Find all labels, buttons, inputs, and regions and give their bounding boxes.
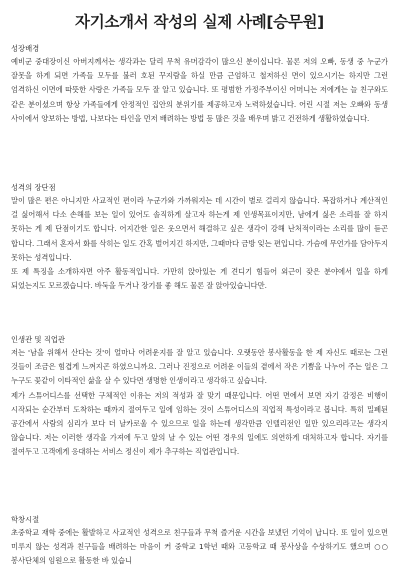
section-paragraph: 말이 많은 편은 아니지만 사교적인 편이라 누군가와 가까워지는 데 시간이 별로 걸리지 않습니다. 복잡하거나 계산적인 걸 싫어해서 다소 손해를 보는 일이 있어도 솔직하게 살고자 하는게 제 인생목표이지만, 남에게 싫은 소리를 잘 하지 못하는 게 제 단점이기도 합니다. 어지간한 일은 웃으면서 해결하고 싶은 생각이 강해 난처적이라는 소리를 많이 듣곤 합니다. 그래서 혼자서 화를 삭히는 일도 간혹 벌어지긴 하지만, 그때마다 금방 잊는 편입니다. 가슴에 무언가를 담아두지 못하는 성격입니다.	[11, 196, 388, 262]
section-heading: 성격의 장단점	[11, 183, 56, 192]
section-paragraph: 또 제 특징을 소개하자면 아주 활동적입니다. 가만히 앉아있는 게 견디기 힘들어 외근이 잦은 분야에서 일을 하게 되었는지도 모르겠습니다. 바둑을 두거나 장기를 좋 해도 물론 잘 앉아있습니다만.	[11, 267, 388, 291]
document-title: 자기소개서 작성의 실제 사례[승무원]	[75, 13, 324, 31]
section-paragraph: 저는 '남을 위해서 산다는 것'이 얼마나 어려운지를 잘 알고 있습니다. 오랫동안 봉사활동을 한 제 자신도 때로는 그런 것들이 조금은 힘겹게 느껴지곤 하였으니까요. 그러나 진정으로 어려운 이들의 곁에서 작은 기쁨을 나누어 주는 일은 그 누구도 꽃같이 이타적인 삶을 살 수 있다면 생명한 인생이라고 생각하고 싶습니다.	[11, 348, 388, 386]
section-paragraph: 제가 스튜어디스를 선택한 구체적인 이유는 저의 적성과 잘 맞기 때문입니다. 어떤 면에서 보면 자기 감정은 비행이 시작되는 순간부터 도착하는 때까지 절여두고 일에 임하는 것이 스튜어디스의 직업적 특성이라고 봅니다. 특히 밀폐된 공간에서 사람의 심리가 보다 더 날카로울 수 있으므로 일을 하는데 생각만큼 인텔리전인 일만 있으리라고는 생각지 않습니다. 저는 이러한 생각을 가져에 두고 앞의 날 수 있는 어떤 경우의 일에도 의연하게 대처하고자 합니다. 자기를 절여두고 고객에게 응대하는 서비스 정신이 제가 추구하는 직업관입니다.	[11, 390, 388, 457]
section-personality	[11, 182, 388, 293]
section-heading: 성장배경	[11, 44, 40, 53]
section-growth-background	[11, 43, 388, 126]
section-life-and-career-view	[11, 334, 388, 460]
section-paragraph: 초중학교 재학 중에는 활발하고 사교적인 성격으로 친구들과 무척 즐거운 시간을 보냈던 기억이 납니다. 또 일이 있으면 미루지 않는 성격과 친구들을 배려하는 마음이 커 중학교 1학년 때와 고등학교 때 봉사상을 수상하기도 했으며 ○○ 봉사단체의 임원으로 활동한 바 있습니	[11, 528, 388, 565]
section-heading: 인생관 및 직업관	[11, 335, 65, 344]
section-heading: 학창시절	[11, 515, 40, 524]
section-school-days	[11, 514, 388, 565]
section-paragraph: 예비군 중대장이신 아버지께서는 생각과는 달리 무척 유머감각이 많으신 분이십니다. 물론 저의 오빠, 동생 중 누군가 잘못을 하게 되면 가족들 모두를 불러 호된 꾸지람을 하실 만큼 근엄하고 철저하신 면이 있으시기는 하지만 그런 엄격하신 이면에 따뜻한 사랑은 가족들 모두 잘 알고 있습니다. 또 평범한 가정주부이신 어머니는 저에게는 늘 친구와도 같은 분이셨으며 항상 가족들에게 안정적인 집안의 분위기를 제공하고자 노력하셨습니다. 어린 시절 저는 오빠와 동생 사이에서 양보하는 방법, 나보다는 타인을 먼저 배려하는 방법 등 많은 것을 배우며 밝고 건전하게 생활하였습니다.	[11, 57, 388, 123]
